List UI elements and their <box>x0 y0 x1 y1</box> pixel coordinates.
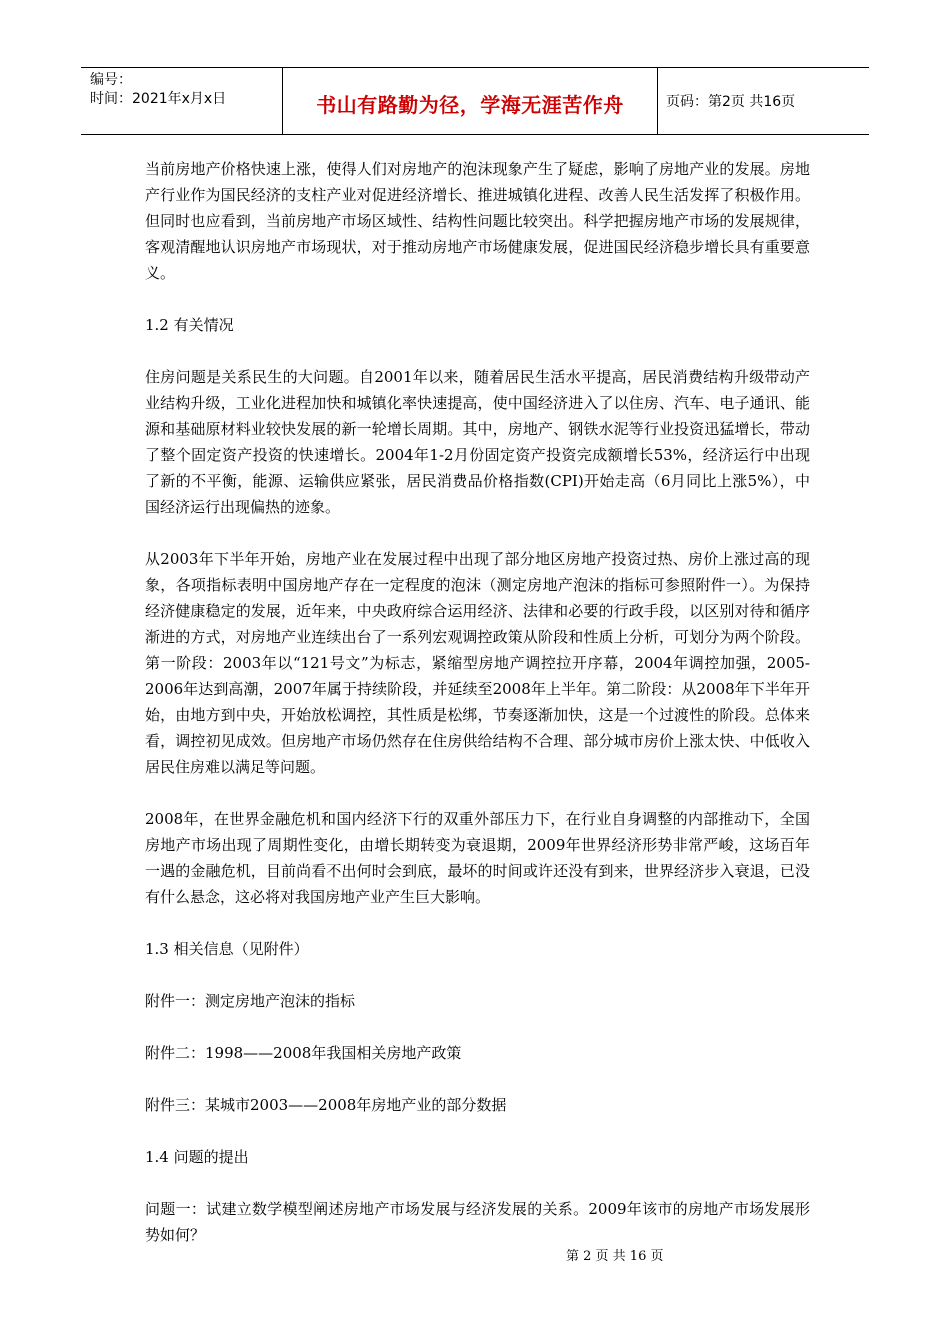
page-footer: 第 2 页 共 16 页 <box>566 1249 664 1264</box>
document-time-label: 时间：2021年x月x日 <box>90 91 227 107</box>
section-heading-1-2: 1.2 有关情况 <box>145 316 234 334</box>
attachment-3: 附件三：某城市2003——2008年房地产业的部分数据 <box>145 1096 507 1114</box>
document-number-label: 编号： <box>90 72 132 88</box>
header-motto: 书山有路勤为径，学海无涯苦作舟 <box>282 68 658 134</box>
header-page-info: 页码：第2页 共16页 <box>666 94 796 110</box>
page-header <box>81 67 869 135</box>
attachment-1: 附件一：测定房地产泡沫的指标 <box>145 992 356 1010</box>
attachment-2: 附件二：1998——2008年我国相关房地产政策 <box>145 1044 462 1062</box>
crisis-paragraph: 2008年，在世界金融危机和国内经济下行的双重外部压力下，在行业自身调整的内部推动下，全国房地产市场出现了周期性变化，由增长期转变为衰退期，2009年世界经济形势非常严峻，这场百年一遇的金融危机，目前尚看不出何时会到底，最坏的时间或许还没有到来，世界经济步入衰退，已没有什么悬念，这必将对我国房地产业产生巨大影响。 <box>145 810 810 906</box>
section-heading-1-3: 1.3 相关信息（见附件） <box>145 940 309 958</box>
housing-paragraph: 住房问题是关系民生的大问题。自2001年以来，随着居民生活水平提高，居民消费结构升级带动产业结构升级，工业化进程加快和城镇化率快速提高，使中国经济进入了以住房、汽车、电子通讯、能源和基础原材料业较快发展的新一轮增长周期。其中，房地产、钢铁水泥等行业投资迅猛增长，带动了整个固定资产投资的快速增长。2004年1-2月份固定资产投资完成额增长53%，经济运行中出现了新的不平衡，能源、运输供应紧张，居民消费品价格指数(CPI)开始走高（6月同比上涨5%），中国经济运行出现偏热的迹象。 <box>145 368 810 516</box>
document-body <box>145 156 810 1248</box>
header-meta <box>81 68 282 134</box>
section-heading-1-4: 1.4 问题的提出 <box>145 1148 249 1166</box>
policy-paragraph: 从2003年下半年开始，房地产业在发展过程中出现了部分地区房地产投资过热、房价上涨过高的现象，各项指标表明中国房地产存在一定程度的泡沫（测定房地产泡沫的指标可参照附件一）。为保持经济健康稳定的发展，近年来，中央政府综合运用经济、法律和必要的行政手段，以区别对待和循序渐进的方式，对房地产业连续出台了一系列宏观调控政策从阶段和性质上分析，可划分为两个阶段。第一阶段：2003年以“121号文”为标志，紧缩型房地产调控拉开序幕，2004年调控加强，2005-2006年达到高潮，2007年属于持续阶段，并延续至2008年上半年。第二阶段：从2008年下半年开始，由地方到中央，开始放松调控，其性质是松绑，节奏逐渐加快，这是一个过渡性的阶段。总体来看，调控初见成效。但房地产市场仍然存在住房供给结构不合理、部分城市房价上涨太快、中低收入居民住房难以满足等问题。 <box>145 550 810 776</box>
question-1-paragraph: 问题一：试建立数学模型阐述房地产市场发展与经济发展的关系。2009年该市的房地产市场发展形势如何？ <box>145 1200 810 1244</box>
intro-paragraph: 当前房地产价格快速上涨，使得人们对房地产的泡沫现象产生了疑虑，影响了房地产业的发展。房地产行业作为国民经济的支柱产业对促进经济增长、推进城镇化进程、改善人民生活发挥了积极作用。但同时也应看到，当前房地产市场区域性、结构性问题比较突出。科学把握房地产市场的发展规律，客观清醒地认识房地产市场现状，对于推动房地产市场健康发展，促进国民经济稳步增长具有重要意义。 <box>145 160 810 282</box>
